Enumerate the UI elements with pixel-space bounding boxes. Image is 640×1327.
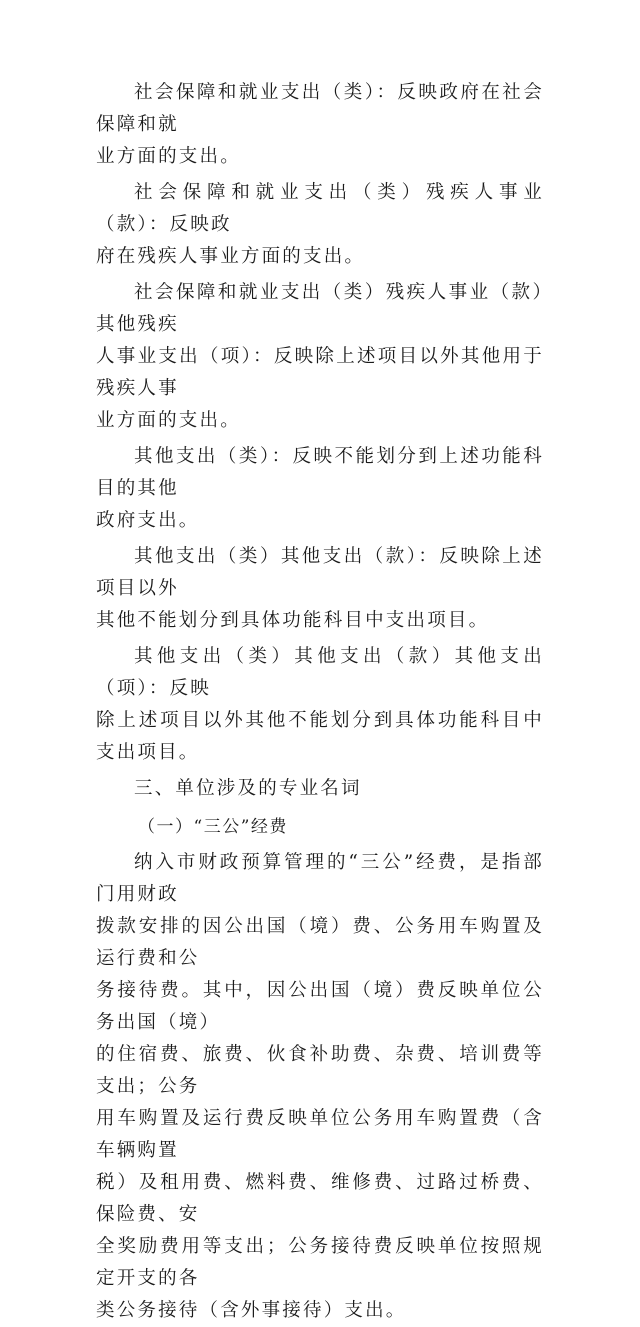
text-line: 拨款安排的因公出国（境）费、公务用车购置及运行费和公 <box>96 916 544 969</box>
paragraph-disabled-affairs <box>96 177 544 273</box>
text-line: 府在残疾人事业方面的支出。 <box>96 246 366 267</box>
paragraph-social-security <box>96 77 544 173</box>
paragraph-other-expense-section <box>96 541 544 637</box>
text-line: 政府支出。 <box>96 510 200 531</box>
paragraph-other-expense-class <box>96 441 544 537</box>
paragraph-other-disabled-expense <box>96 277 544 437</box>
text-line: 社会保障和就业支出（类）残疾人事业（款）：反映政 <box>96 182 544 235</box>
text-line: 社会保障和就业支出（类）残疾人事业（款）其他残疾 <box>96 282 544 335</box>
text-line: 业方面的支出。 <box>96 410 241 431</box>
text-line: 其他支出（类）其他支出（款）其他支出（项）：反映 <box>96 646 544 699</box>
text-line: 类公务接待（含外事接待）支出。 <box>96 1300 407 1321</box>
text-line: 社会保障和就业支出（类）：反映政府在社会保障和就 <box>96 82 544 135</box>
text-line: 人事业支出（项）：反映除上述项目以外其他用于残疾人事 <box>96 346 544 399</box>
text-line: 的住宿费、旅费、伙食补助费、杂费、培训费等支出；公务 <box>96 1044 544 1097</box>
text-line: 其他支出（类）：反映不能划分到上述功能科目的其他 <box>96 446 544 499</box>
text-line: 纳入市财政预算管理的“三公”经费，是指部门用财政 <box>96 852 544 905</box>
text-line: 其他不能划分到具体功能科目中支出项目。 <box>96 610 490 631</box>
paragraph-three-public-expenses <box>96 847 544 1327</box>
paragraph-other-expense-item <box>96 641 544 769</box>
section-heading: 三、单位涉及的专业名词 <box>134 778 362 799</box>
text-line: 除上述项目以外其他不能划分到具体功能科目中支出项目。 <box>96 710 544 763</box>
subsection-heading: （一）“三公”经费 <box>138 817 288 837</box>
text-line: 业方面的支出。 <box>96 146 241 167</box>
text-line: 用车购置及运行费反映单位公务用车购置费（含车辆购置 <box>96 1108 544 1161</box>
text-line: 其他支出（类）其他支出（款）：反映除上述项目以外 <box>96 546 544 599</box>
text-line: 税）及租用费、燃料费、维修费、过路过桥费、保险费、安 <box>96 1172 544 1225</box>
text-line: 全奖励费用等支出；公务接待费反映单位按照规定开支的各 <box>96 1236 544 1289</box>
text-line: 务接待费。其中，因公出国（境）费反映单位公务出国（境） <box>96 980 544 1033</box>
